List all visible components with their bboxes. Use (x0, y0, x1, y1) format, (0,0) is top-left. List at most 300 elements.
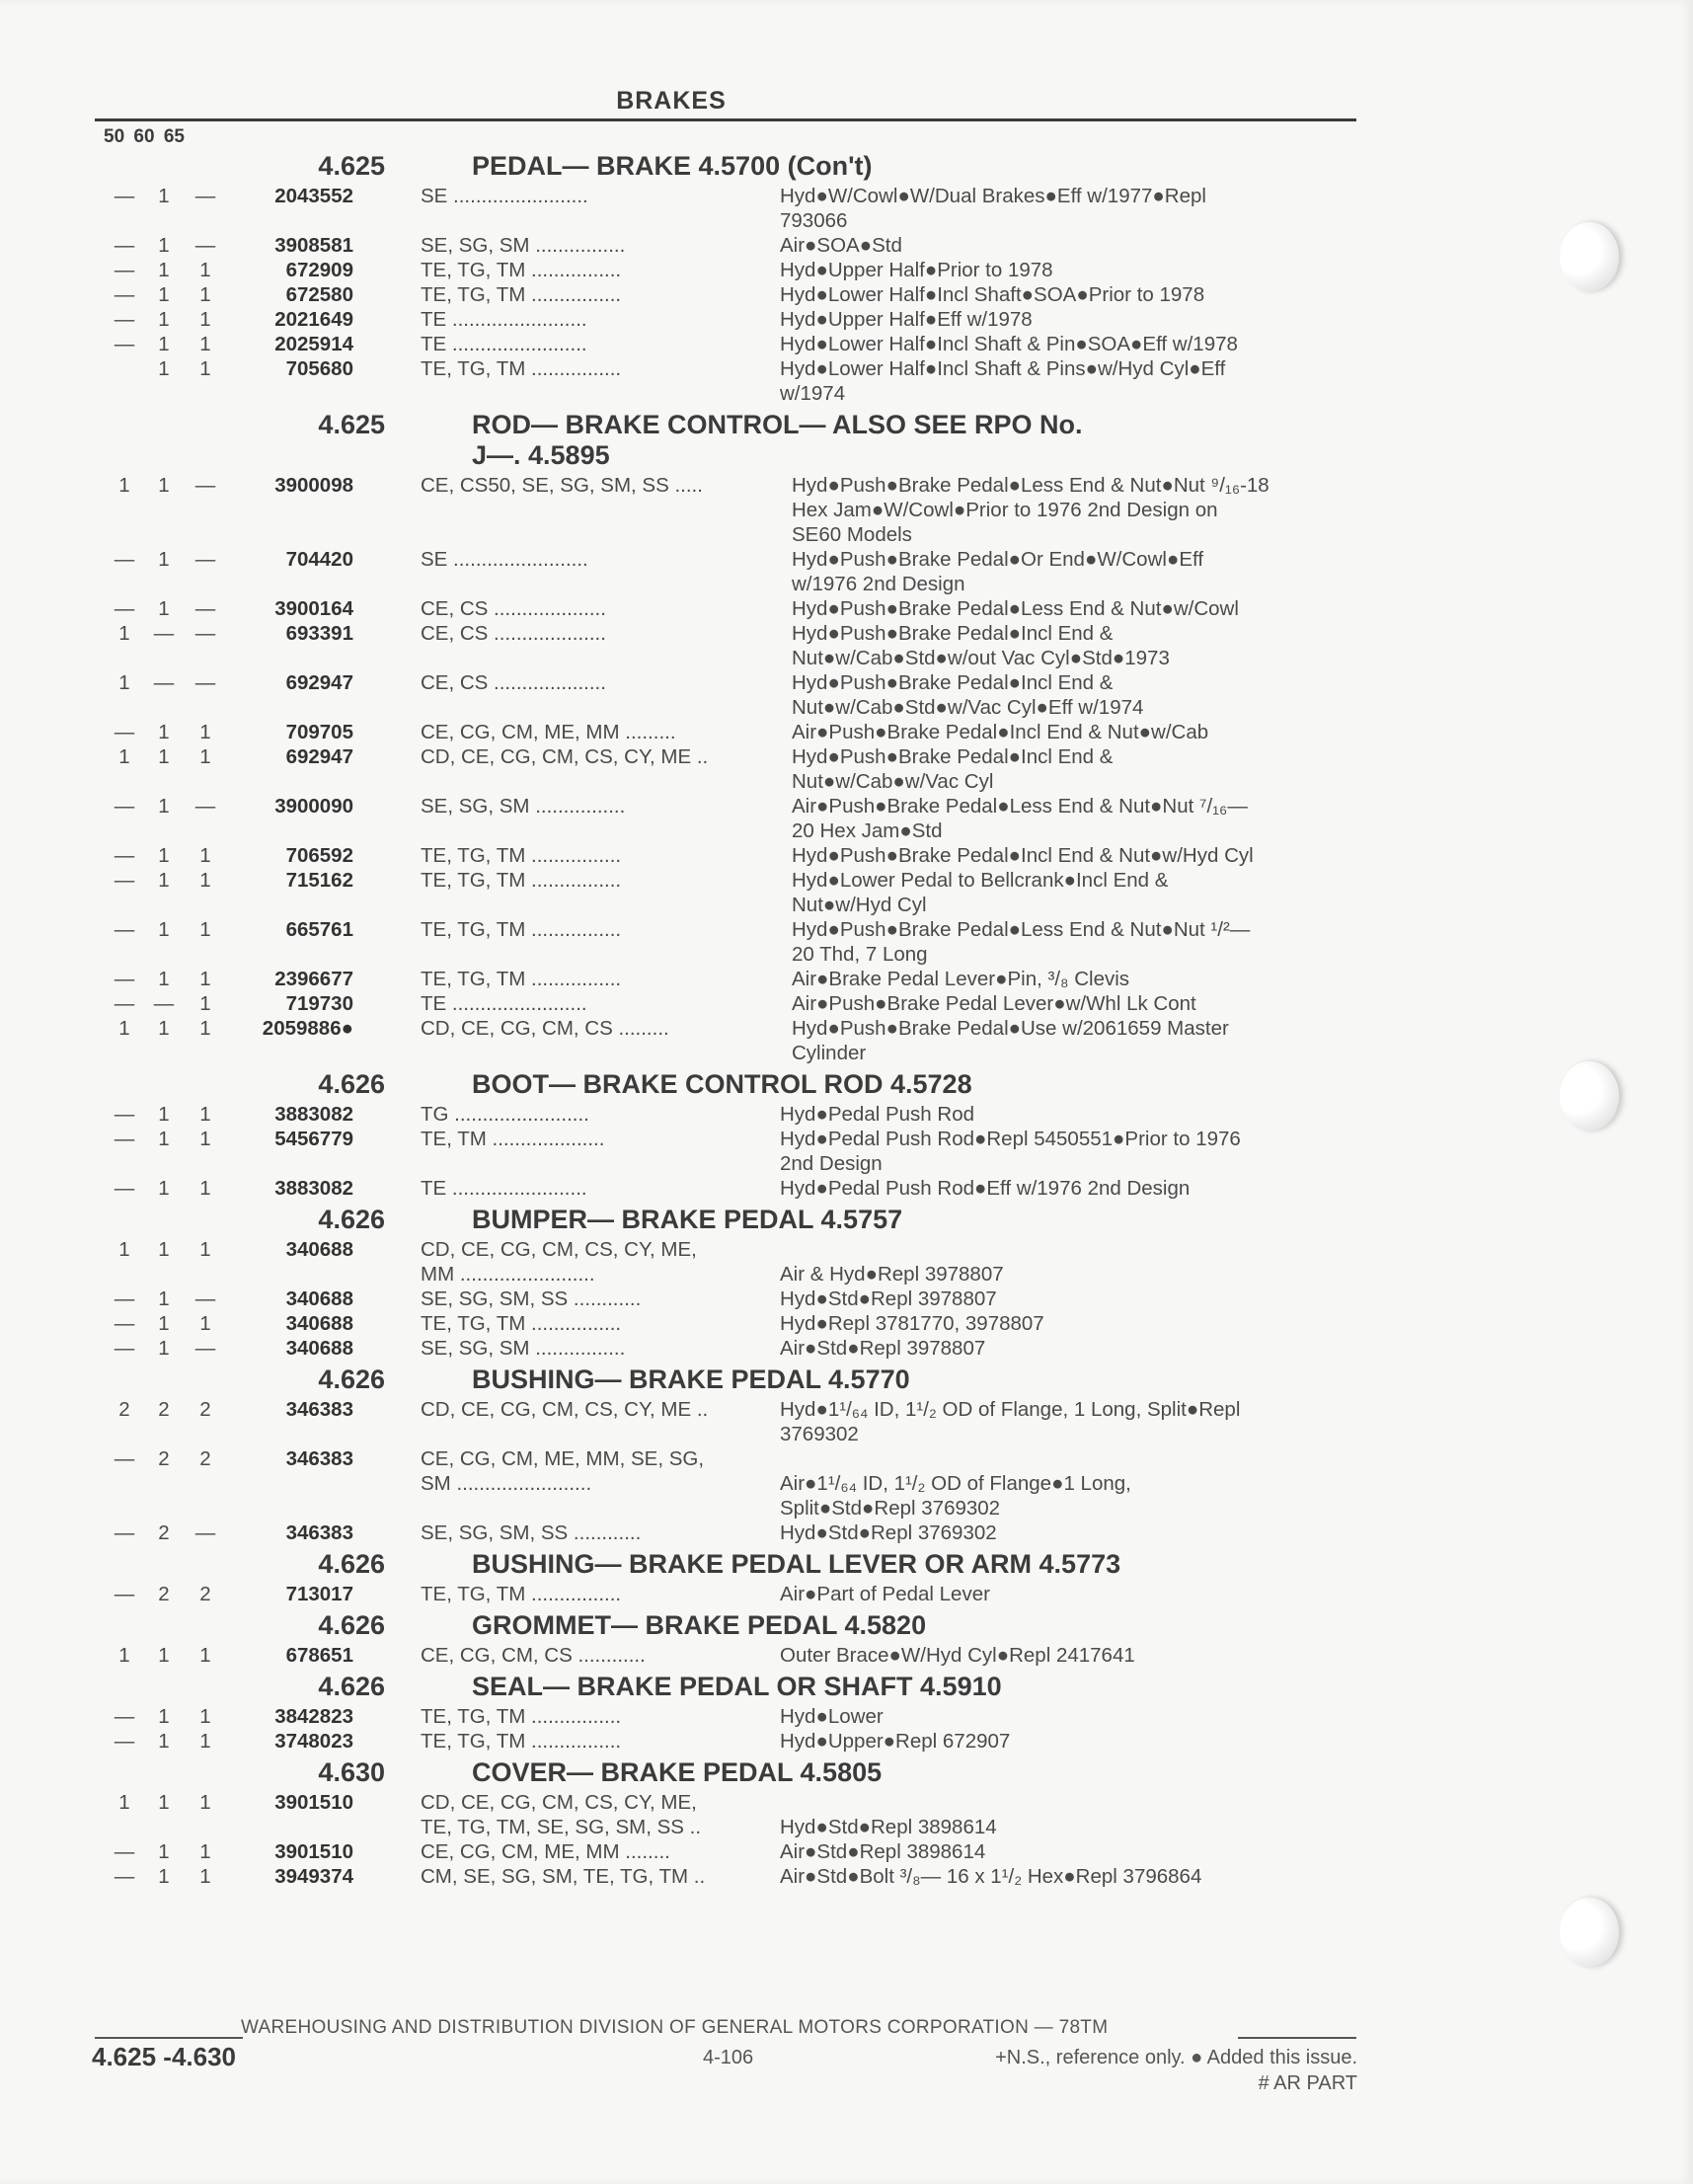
section-code: 4.626 (318, 1672, 385, 1701)
section-title: ROD— BRAKE CONTROL— ALSO SEE RPO No. (472, 410, 1083, 439)
quantity-60: 1 (158, 721, 170, 743)
part-description (780, 1398, 1372, 1447)
quantity-50: 2 (118, 1398, 130, 1421)
quantity-60: 1 (158, 1644, 170, 1667)
table-row (0, 333, 1382, 357)
quantity-50: — (114, 548, 135, 571)
description-line (780, 1238, 1372, 1263)
part-number: 3949374 (274, 1865, 353, 1888)
footer-legend-note: +N.S., reference only. ● Added this issue. (995, 2047, 1357, 2068)
model-line: CE, CG, CM, ME, MM, SE, SG, (421, 1447, 705, 1470)
quantity-50: — (114, 1103, 135, 1126)
description-line: Air●Brake Pedal Lever●Pin, ³/₈ Clevis (792, 968, 1130, 990)
description-line: Hyd●Lower Half●Incl Shaft & Pins●w/Hyd Cyl●Eff (780, 357, 1226, 380)
section-code: 4.626 (318, 1365, 385, 1394)
part-number: 340688 (285, 1287, 353, 1310)
quantity-50: — (114, 918, 135, 941)
table-row (0, 234, 1382, 259)
quantity-60: 1 (158, 308, 170, 331)
quantity-60: 1 (158, 918, 170, 941)
table-row (0, 1644, 1382, 1669)
table-row (0, 992, 1382, 1017)
quantity-65: 2 (199, 1398, 211, 1421)
model-line: SE ........................ (421, 185, 588, 207)
quantity-50: 1 (118, 474, 130, 497)
description-line: Hyd●Upper Half●Prior to 1978 (780, 259, 1053, 281)
description-line: Hyd●1¹/₆₄ ID, 1¹/₂ OD of Flange, 1 Long, Split●Repl (780, 1398, 1241, 1421)
table-row (0, 622, 1382, 671)
model-line: CD, CE, CG, CM, CS, CY, ME .. (421, 745, 709, 768)
description-line: Hyd●Push●Brake Pedal●Less End & Nut●Nut ¹/²— (792, 918, 1251, 941)
quantity-65: 2 (199, 1583, 211, 1605)
quantity-50: — (114, 1447, 135, 1470)
part-description (780, 1312, 1372, 1337)
part-number: 692947 (285, 745, 353, 768)
model-line: SM ........................ (421, 1472, 592, 1495)
model-line: TE, TG, TM ................ (421, 259, 622, 281)
description-line: 20 Hex Jam●Std (792, 819, 943, 842)
part-number: 3900090 (274, 795, 353, 818)
quantity-65: 1 (199, 357, 211, 380)
quantity-50: — (114, 1865, 135, 1888)
model-line: CE, CS .................... (421, 671, 606, 694)
quantity-60: — (153, 671, 175, 694)
section-code: 4.626 (318, 1549, 385, 1579)
part-number: 2396677 (274, 968, 353, 990)
quantity-65: — (194, 185, 216, 207)
quantity-50: — (114, 185, 135, 207)
part-description (792, 671, 1384, 721)
description-line: 20 Thd, 7 Long (792, 943, 928, 966)
table-row (0, 1583, 1382, 1607)
section-title: PEDAL— BRAKE 4.5700 (Con't) (472, 151, 873, 181)
part-description (780, 1128, 1372, 1177)
part-number: 719730 (285, 992, 353, 1015)
part-description (780, 1447, 1372, 1521)
quantity-50: — (114, 968, 135, 990)
model-line: TE ........................ (421, 333, 587, 355)
section-title: BUMPER— BRAKE PEDAL 4.5757 (472, 1205, 903, 1234)
footer-rule-left (95, 2037, 243, 2039)
quantity-60: — (153, 992, 175, 1015)
part-number: 672909 (285, 259, 353, 281)
part-number: 706592 (285, 844, 353, 867)
quantity-50: — (114, 1177, 135, 1200)
model-codes (421, 1447, 776, 1497)
quantity-50: 1 (118, 1644, 130, 1667)
model-codes (421, 1644, 776, 1669)
model-codes (421, 1287, 776, 1312)
quantity-60: 1 (158, 1865, 170, 1888)
section-title-line2: J—. 4.5895 (472, 440, 610, 470)
model-line: TG ........................ (421, 1103, 589, 1126)
description-line: Air●Push●Brake Pedal Lever●w/Whl Lk Cont (792, 992, 1196, 1015)
model-line: CM, SE, SG, SM, TE, TG, TM .. (421, 1865, 706, 1888)
model-line: CE, CG, CM, ME, MM ......... (421, 721, 676, 743)
quantity-65: — (194, 1521, 216, 1544)
quantity-65: 1 (199, 721, 211, 743)
part-description (792, 597, 1384, 622)
model-codes (421, 1865, 776, 1890)
quantity-50: — (114, 795, 135, 818)
part-description (780, 1238, 1372, 1287)
quantity-50: — (114, 1705, 135, 1728)
part-description (780, 357, 1372, 407)
part-number: 713017 (285, 1583, 353, 1605)
quantity-60: 2 (158, 1447, 170, 1470)
footer-rule-right (1238, 2037, 1356, 2039)
model-codes (421, 1583, 776, 1607)
quantity-60: 1 (158, 474, 170, 497)
model-line: MM ........................ (421, 1263, 595, 1286)
description-line: Hyd●Lower Pedal to Bellcrank●Incl End & (792, 869, 1169, 892)
description-line (780, 1791, 1372, 1816)
model-codes (421, 622, 776, 647)
quantity-65: 1 (199, 1128, 211, 1150)
section-code: 4.625 (318, 151, 385, 181)
description-line: Air●Std●Repl 3898614 (780, 1840, 986, 1863)
part-number: 2025914 (274, 333, 353, 355)
table-row (0, 1312, 1382, 1337)
quantity-50: — (114, 844, 135, 867)
quantity-60: 1 (158, 1791, 170, 1814)
part-number: 2021649 (274, 308, 353, 331)
description-line: Outer Brace●W/Hyd Cyl●Repl 2417641 (780, 1644, 1135, 1667)
table-row (0, 259, 1382, 283)
part-description (780, 283, 1372, 308)
part-description (780, 259, 1372, 283)
parts-listing (0, 148, 1382, 1890)
model-codes (421, 259, 776, 283)
quantity-65: 1 (199, 1791, 211, 1814)
quantity-65: — (194, 671, 216, 694)
model-line: SE, SG, SM ................ (421, 234, 626, 257)
footer-section-range: 4.625 -4.630 (92, 2042, 237, 2071)
part-description (792, 622, 1384, 671)
description-line: Hex Jam●W/Cowl●Prior to 1976 2nd Design on (792, 499, 1218, 521)
model-line: TE, TG, TM ................ (421, 1705, 622, 1728)
part-description (792, 918, 1384, 968)
quantity-60: — (153, 622, 175, 645)
model-line: TE, TG, TM ................ (421, 968, 622, 990)
part-description (780, 1583, 1372, 1607)
quantity-60: 2 (158, 1398, 170, 1421)
description-line (780, 1447, 1372, 1472)
description-line: Hyd●Repl 3781770, 3978807 (780, 1312, 1044, 1335)
model-codes (421, 745, 776, 770)
description-line: Hyd●Push●Brake Pedal●Less End & Nut●w/Cowl (792, 597, 1239, 620)
quantity-60: 1 (158, 1238, 170, 1261)
model-codes (421, 357, 776, 382)
description-line: Hyd●Pedal Push Rod●Eff w/1976 2nd Design (780, 1177, 1191, 1200)
model-line: CE, CS .................... (421, 597, 606, 620)
table-row (0, 671, 1382, 721)
table-row (0, 283, 1382, 308)
quantity-65: 1 (199, 992, 211, 1015)
section-header (0, 1755, 1382, 1791)
section-header (0, 1607, 1382, 1644)
quantity-60: 1 (158, 259, 170, 281)
part-description (780, 333, 1372, 357)
description-line: Hyd●Upper Half●Eff w/1978 (780, 308, 1033, 331)
model-codes (421, 1103, 776, 1128)
description-line: 3769302 (780, 1423, 859, 1445)
section-title: GROMMET— BRAKE PEDAL 4.5820 (472, 1610, 927, 1640)
model-line: SE, SG, SM, SS ............ (421, 1521, 642, 1544)
table-row (0, 474, 1382, 548)
model-line: CE, CG, CM, CS ............ (421, 1644, 646, 1667)
table-row (0, 1398, 1382, 1447)
section-header (0, 407, 1382, 474)
quantity-60: 2 (158, 1521, 170, 1544)
model-line: TE, TG, TM, SE, SG, SM, SS .. (421, 1816, 702, 1838)
quantity-65: 1 (199, 918, 211, 941)
part-number: 3900164 (274, 597, 353, 620)
part-number: 704420 (285, 548, 353, 571)
table-row (0, 1865, 1382, 1890)
quantity-50: — (114, 597, 135, 620)
model-codes (421, 1398, 776, 1423)
part-description (792, 721, 1384, 745)
quantity-50: 1 (118, 622, 130, 645)
model-codes (421, 597, 776, 622)
part-description (780, 1840, 1372, 1865)
section-code: 4.626 (318, 1205, 385, 1234)
model-codes (421, 283, 776, 308)
part-number: 3900098 (274, 474, 353, 497)
quantity-50: — (114, 259, 135, 281)
model-line: CE, CG, CM, ME, MM ........ (421, 1840, 670, 1863)
quantity-60: 1 (158, 1312, 170, 1335)
part-description (780, 1730, 1372, 1755)
part-number: 709705 (285, 721, 353, 743)
quantity-60: 1 (158, 869, 170, 892)
table-row (0, 795, 1382, 844)
part-description (792, 844, 1384, 869)
section-header (0, 1362, 1382, 1398)
part-number: 3883082 (274, 1177, 353, 1200)
part-description (780, 185, 1372, 234)
description-line: Nut●w/Hyd Cyl (792, 894, 927, 916)
table-row (0, 1128, 1382, 1177)
model-codes (421, 918, 776, 943)
description-line: Hyd●Push●Brake Pedal●Incl End & (792, 745, 1114, 768)
quantity-65: 1 (199, 1177, 211, 1200)
model-line: TE ........................ (421, 1177, 587, 1200)
part-number: 346383 (285, 1521, 353, 1544)
description-line: Hyd●Push●Brake Pedal●Incl End & (792, 671, 1114, 694)
quantity-50: — (114, 1337, 135, 1360)
part-description (792, 795, 1384, 844)
part-number: 3908581 (274, 234, 353, 257)
part-description (792, 968, 1384, 992)
part-description (780, 1644, 1372, 1669)
model-line: TE, TG, TM ................ (421, 283, 622, 306)
part-number: 3901510 (274, 1791, 353, 1814)
model-line: CD, CE, CG, CM, CS, CY, ME, (421, 1238, 697, 1261)
description-line: Hyd●Push●Brake Pedal●Incl End & (792, 622, 1114, 645)
part-number: 715162 (285, 869, 353, 892)
model-line: TE ........................ (421, 992, 587, 1015)
description-line: Hyd●Std●Repl 3769302 (780, 1521, 997, 1544)
table-row (0, 1103, 1382, 1128)
section-header (0, 1202, 1382, 1238)
quantity-65: 1 (199, 745, 211, 768)
quantity-50: — (114, 1521, 135, 1544)
quantity-65: — (194, 548, 216, 571)
table-row (0, 1447, 1382, 1521)
model-codes (421, 474, 776, 499)
quantity-60: 2 (158, 1583, 170, 1605)
model-codes (421, 992, 776, 1017)
section-code: 4.626 (318, 1610, 385, 1640)
model-codes (421, 1791, 776, 1840)
description-line: Air●Push●Brake Pedal●Incl End & Nut●w/Cab (792, 721, 1209, 743)
description-line: Hyd●Push●Brake Pedal●Use w/2061659 Master (792, 1017, 1229, 1040)
quantity-60: 1 (158, 1017, 170, 1040)
part-description (780, 1287, 1372, 1312)
quantity-50: — (114, 869, 135, 892)
footer-organization: WAREHOUSING AND DISTRIBUTION DIVISION OF GENERAL MOTORS CORPORATION — 78TM (241, 2017, 1109, 2038)
quantity-50: — (114, 308, 135, 331)
model-codes (421, 308, 776, 333)
quantity-60: 1 (158, 283, 170, 306)
description-line: Hyd●W/Cowl●W/Dual Brakes●Eff w/1977●Repl (780, 185, 1206, 207)
part-description (780, 1705, 1372, 1730)
quantity-65: 1 (199, 869, 211, 892)
model-line: SE, SG, SM ................ (421, 1337, 626, 1360)
quantity-50: — (114, 1730, 135, 1753)
quantity-50: — (114, 234, 135, 257)
description-line: Hyd●Push●Brake Pedal●Or End●W/Cowl●Eff (792, 548, 1204, 571)
quantity-60: 1 (158, 333, 170, 355)
footer-ar-part-note: # AR PART (1258, 2072, 1357, 2094)
part-number: 3842823 (274, 1705, 353, 1728)
description-line: Air●SOA●Std (780, 234, 902, 257)
part-description (780, 1521, 1372, 1546)
model-codes (421, 1337, 776, 1362)
part-description (792, 869, 1384, 918)
part-number: 665761 (285, 918, 353, 941)
description-line: Hyd●Upper●Repl 672907 (780, 1730, 1011, 1753)
binder-hole-top (1560, 222, 1619, 291)
footer-page-number: 4-106 (703, 2047, 754, 2068)
table-row (0, 548, 1382, 597)
quantity-60: 1 (158, 1730, 170, 1753)
model-line: SE, SG, SM, SS ............ (421, 1287, 642, 1310)
model-line: SE, SG, SM ................ (421, 795, 626, 818)
part-number: 346383 (285, 1447, 353, 1470)
part-number: 693391 (285, 622, 353, 645)
section-header (0, 148, 1382, 185)
description-line: 793066 (780, 209, 848, 232)
quantity-65: 1 (199, 1705, 211, 1728)
part-description (780, 1791, 1372, 1840)
part-description (792, 548, 1384, 597)
quantity-50: — (114, 721, 135, 743)
table-row (0, 1238, 1382, 1287)
part-description (780, 308, 1372, 333)
table-row (0, 1840, 1382, 1865)
part-number: 3901510 (274, 1840, 353, 1863)
section-code: 4.626 (318, 1069, 385, 1099)
model-codes (421, 1177, 776, 1202)
table-row (0, 308, 1382, 333)
model-line: TE, TM .................... (421, 1128, 605, 1150)
model-line: CD, CE, CG, CM, CS, CY, ME .. (421, 1398, 709, 1421)
description-line: w/1974 (780, 382, 846, 405)
quantity-60: 1 (158, 357, 170, 380)
model-line: TE, TG, TM ................ (421, 1312, 622, 1335)
quantity-60: 1 (158, 1705, 170, 1728)
quantity-65: — (194, 1337, 216, 1360)
part-description (792, 474, 1384, 548)
quantity-65: 2 (199, 1447, 211, 1470)
quantity-65: 1 (199, 1644, 211, 1667)
page-title: BRAKES (616, 87, 727, 115)
description-line: 2nd Design (780, 1152, 883, 1175)
part-number: 340688 (285, 1238, 353, 1261)
quantity-65: — (194, 622, 216, 645)
binder-hole-middle (1560, 1061, 1619, 1131)
quantity-65: 1 (199, 333, 211, 355)
quantity-60: 1 (158, 795, 170, 818)
quantity-65: 1 (199, 1017, 211, 1040)
part-number: 3883082 (274, 1103, 353, 1126)
quantity-50: 1 (118, 671, 130, 694)
table-row (0, 745, 1382, 795)
model-codes (421, 1128, 776, 1152)
model-codes (421, 968, 776, 992)
section-header (0, 1669, 1382, 1705)
quantity-65: 1 (199, 968, 211, 990)
binder-hole-bottom (1560, 1898, 1619, 1967)
description-line: Air●Part of Pedal Lever (780, 1583, 990, 1605)
model-line: TE ........................ (421, 308, 587, 331)
table-row (0, 1730, 1382, 1755)
model-line: TE, TG, TM ................ (421, 869, 622, 892)
part-description (780, 1103, 1372, 1128)
table-row (0, 844, 1382, 869)
description-line: Hyd●Pedal Push Rod●Repl 5450551●Prior to 1976 (780, 1128, 1241, 1150)
section-title: COVER— BRAKE PEDAL 4.5805 (472, 1757, 883, 1787)
table-row (0, 1791, 1382, 1840)
quantity-65: 1 (199, 283, 211, 306)
description-line: Hyd●Pedal Push Rod (780, 1103, 974, 1126)
table-row (0, 1177, 1382, 1202)
quantity-65: 1 (199, 1865, 211, 1888)
quantity-60: 1 (158, 745, 170, 768)
part-number: 2043552 (274, 185, 353, 207)
quantity-65: — (194, 1287, 216, 1310)
description-line: Nut●w/Cab●w/Vac Cyl (792, 770, 994, 793)
table-row (0, 1287, 1382, 1312)
quantity-60: 1 (158, 968, 170, 990)
model-codes (421, 1312, 776, 1337)
quantity-50: — (114, 1312, 135, 1335)
model-codes (421, 1017, 776, 1042)
model-codes (421, 869, 776, 894)
quantity-65: — (194, 795, 216, 818)
model-line: TE, TG, TM ................ (421, 844, 622, 867)
part-description (780, 1865, 1372, 1890)
table-row (0, 597, 1382, 622)
section-code: 4.630 (318, 1757, 385, 1787)
table-row (0, 1337, 1382, 1362)
quantity-50: 1 (118, 1791, 130, 1814)
model-codes (421, 1705, 776, 1730)
quantity-60: 1 (158, 1128, 170, 1150)
